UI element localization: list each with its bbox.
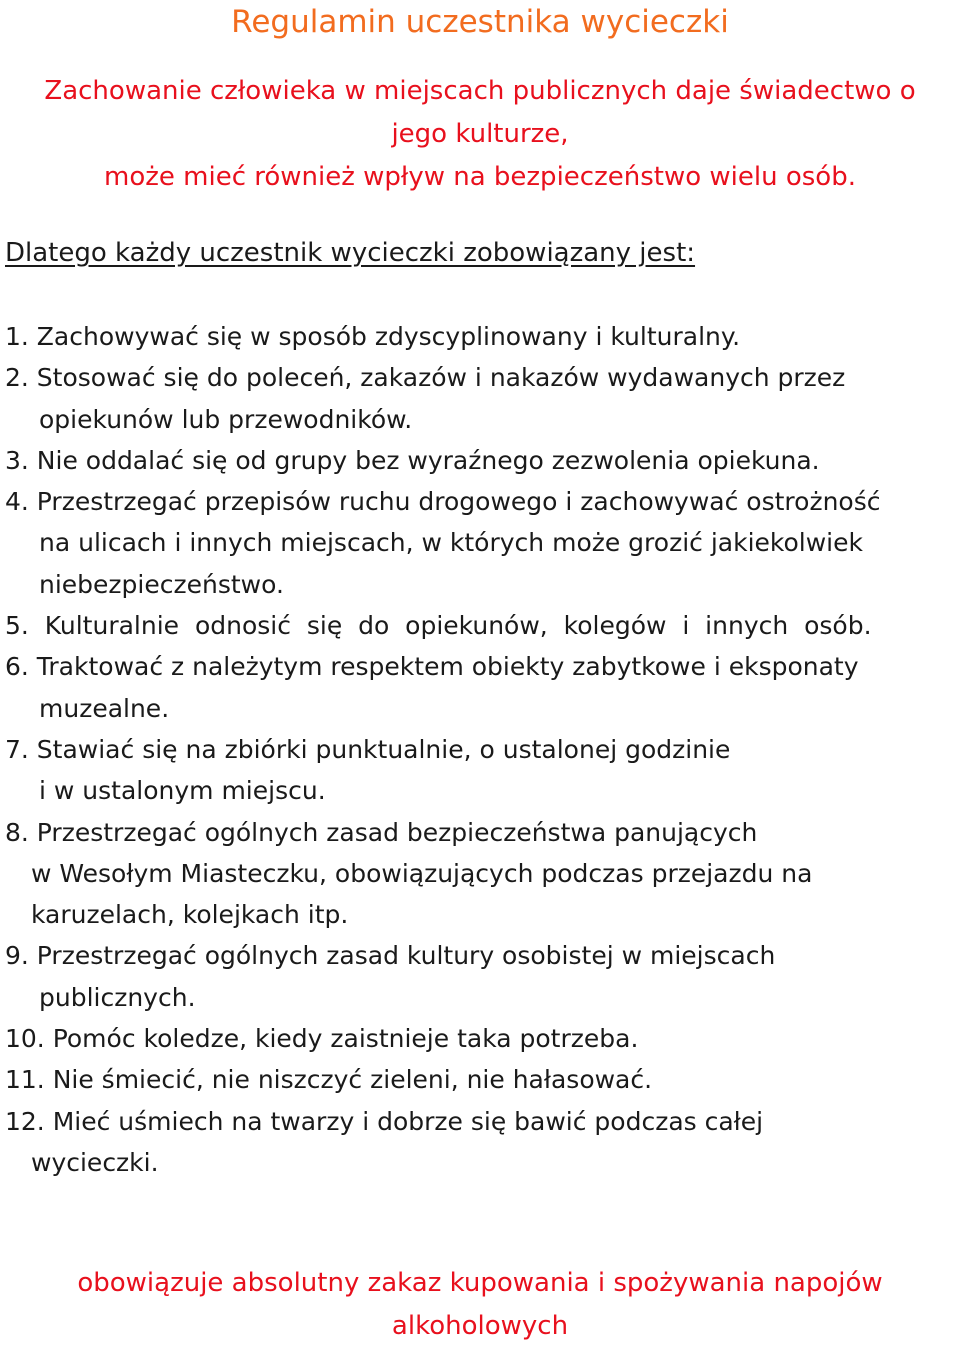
lead-sentence: Dlatego każdy uczestnik wycieczki zobowiązany jest:: [5, 238, 696, 268]
rule-item-8: [5, 812, 960, 936]
rule-item-7: [5, 729, 960, 812]
rule-item-6: [5, 646, 960, 729]
alcohol-ban-notice: [0, 1262, 960, 1348]
rule-item-2: [5, 357, 960, 440]
notice-line: alkoholowych: [391, 1311, 569, 1341]
rule-line: 6. Traktować z należytym respektem obiekty zabytkowe i eksponaty: [5, 652, 859, 682]
rule-line: 10. Pomóc koledze, kiedy zaistnieje taka potrzeba.: [5, 1024, 639, 1054]
rule-item-11: [5, 1059, 960, 1100]
rule-line: karuzelach, kolejkach itp.: [31, 900, 349, 930]
rule-item-12: [5, 1101, 960, 1184]
rule-line: 9. Przestrzegać ogólnych zasad kultury osobistej w miejscach: [5, 941, 776, 971]
rule-line: muzealne.: [39, 693, 170, 723]
intro-line: Zachowanie człowieka w miejscach publicznych daje świadectwo o: [44, 76, 916, 106]
rules-list: [5, 316, 960, 1183]
rule-line: i w ustalonym miejscu.: [39, 776, 326, 806]
document-title: Regulamin uczestnika wycieczki: [231, 4, 729, 40]
rule-line: publicznych.: [39, 982, 196, 1012]
rule-line: niebezpieczeństwo.: [39, 569, 284, 599]
rule-item-3: [5, 440, 960, 481]
rule-item-4: [5, 481, 960, 605]
intro-line: jego kulturze,: [391, 119, 569, 149]
rule-item-1: [5, 316, 960, 357]
rule-line: wycieczki.: [31, 1147, 159, 1177]
notice-line: obowiązuje absolutny zakaz kupowania i spożywania napojów: [77, 1268, 883, 1298]
rule-line: 7. Stawiać się na zbiórki punktualnie, o ustalonej godzinie: [5, 734, 731, 764]
rule-line: 11. Nie śmiecić, nie niszczyć zieleni, nie hałasować.: [5, 1065, 653, 1095]
rule-line: 4. Przestrzegać przepisów ruchu drogowego i zachowywać ostrożność: [5, 487, 881, 517]
rule-line: 5. Kulturalnie odnosić się do opiekunów, kolegów i innych osób.: [5, 611, 872, 641]
rule-item-9: [5, 935, 960, 1018]
rule-line: na ulicach i innych miejscach, w których może grozić jakiekolwiek: [39, 528, 863, 558]
intro-line: może mieć również wpływ na bezpieczeństwo wielu osób.: [104, 162, 856, 192]
rule-line: 1. Zachowywać się w sposób zdyscyplinowany i kulturalny.: [5, 322, 741, 351]
rule-line: w Wesołym Miasteczku, obowiązujących podczas przejazdu na: [31, 858, 813, 888]
rule-line: 12. Mieć uśmiech na twarzy i dobrze się bawić podczas całej: [5, 1106, 764, 1136]
rule-line: 3. Nie oddalać się od grupy bez wyraźnego zezwolenia opiekuna.: [5, 445, 820, 475]
rule-line: 2. Stosować się do poleceń, zakazów i nakazów wydawanych przez: [5, 363, 846, 393]
rule-line: 8. Przestrzegać ogólnych zasad bezpieczeństwa panujących: [5, 817, 758, 847]
rule-item-10: [5, 1018, 960, 1059]
rule-item-5: [5, 605, 960, 646]
intro-paragraph: [0, 70, 960, 199]
rule-line: opiekunów lub przewodników.: [39, 404, 413, 434]
